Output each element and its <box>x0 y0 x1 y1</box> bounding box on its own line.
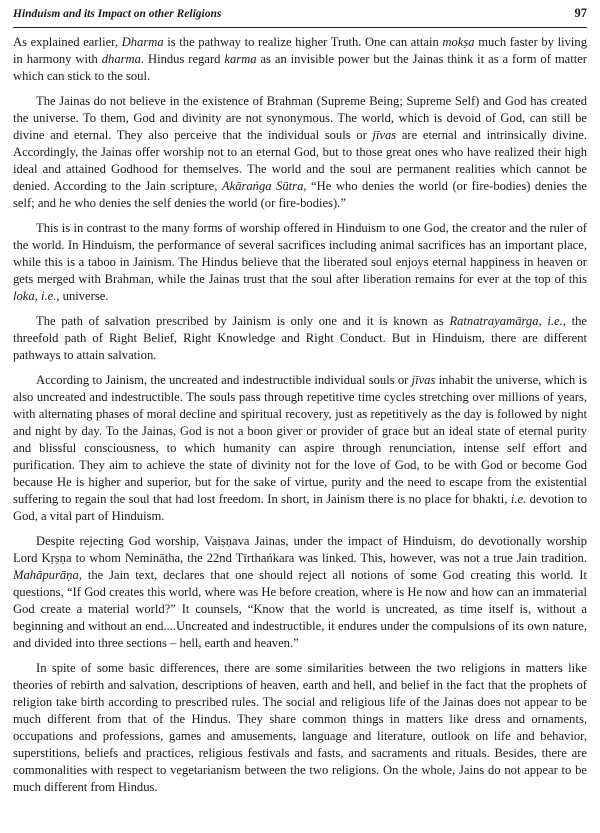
italic-term: Akārańga Sūtra <box>221 179 304 193</box>
text-run: devotion to God, a vital part of Hinduism. <box>13 492 587 523</box>
text-run: According to Jainism, the uncreated and indestructible individual souls or <box>36 373 412 387</box>
italic-term: dharma <box>101 52 141 66</box>
italic-term: i.e. <box>40 289 57 303</box>
text-run: The path of salvation prescribed by Jainism is only one and it is known as <box>36 314 450 328</box>
italic-term: loka <box>13 289 35 303</box>
italic-term: karma <box>224 52 257 66</box>
paragraph <box>13 372 587 525</box>
text-run: as an invisible power but the Jainas think it as a form of matter which can stick to the soul. <box>13 52 587 83</box>
paragraph <box>13 660 587 796</box>
text-run: are eternal and intrinsically divine. Accordingly, the Jainas offer worship not to an eternal God, but to those great ones who have realized their high ideal and attained Godhood for themselves. The world and the soul are permanent realities which cannot be denied. According to the Jain scripture, <box>13 128 587 193</box>
paragraph <box>13 220 587 305</box>
italic-term: i.e. <box>510 492 527 506</box>
paragraph <box>13 313 587 364</box>
italic-term: Mahāpurāṇa <box>13 568 79 582</box>
text-run: is the pathway to realize higher Truth. One can attain <box>163 35 443 49</box>
page-header <box>13 6 587 24</box>
italic-term: Dharma <box>121 35 164 49</box>
text-run: The Jainas do not believe in the existence of Brahman (Supreme Being; Supreme Self) and God has created the universe. To them, God and divinity are not synonymous. The world, which is devoid of God, can still be divine and eternal. They also perceive that the individual souls or <box>13 94 587 142</box>
paragraph <box>13 34 587 85</box>
italic-term: jīvas <box>411 373 436 387</box>
text-run: , the Jain text, declares that one should reject all notions of some God creating this world. It questions, “If God creates this world, where was He before creation, where is He now and how can an immaterial God create a material world?” It counsels, “Know that the world is uncreated, as time itself is, without a beginning and without an end....Uncreated and indestructible, it endures under the compulsions of its own nature, and divided into three sections – hell, earth and heaven.” <box>13 568 587 650</box>
italic-term: Ratnatrayamārga <box>449 314 539 328</box>
text-run: inhabit the universe, which is also uncreated and indestructible. The souls pass through repetitive time cycles stretching over millions of years, with alternating phases of moral decline and spiritual recovery, just as repetitively as the day is followed by night and night by day. To the Jainas, God is not a boon giver or provider of grace but an ideal state of eternal purity and blissful consciousness, to which humanity can aspire through renunciation, intense self effort and purification. They aim to achieve the state of divinity not for the love of God, to be with God or become God because He is higher and superior, but for the sake of virtue, purity and the need to escape from the existential suffering to regain the soul that had lost freedom. In short, in Jainism there is no place for bhakti, <box>13 373 587 506</box>
text-run: , universe. <box>56 289 109 303</box>
text-run: , <box>538 314 548 328</box>
italic-term: i.e. <box>547 314 563 328</box>
header-rule <box>13 27 587 28</box>
text-run: much faster by living in harmony with <box>13 35 587 66</box>
paragraph <box>13 93 587 212</box>
text-run: , <box>34 289 41 303</box>
running-title: Hinduism and its Impact on other Religions <box>13 8 222 20</box>
paragraph <box>13 533 587 652</box>
text-run: , “He who denies the world (or fire-bodies) denies the self; and he who denies the self denies the world (or fire-bodies).” <box>13 179 587 210</box>
italic-term: jīvas <box>372 128 397 142</box>
page-number: 97 <box>574 6 587 20</box>
text-run: Despite rejecting God worship, Vaiṣṇava Jainas, under the impact of Hinduism, do devotionally worship Lord Kṛṣṇa to whom Neminātha, the 22nd Tīrthańkara was linked. This, however, was not a true Jain tradition. <box>13 534 587 565</box>
text-run: , the threefold path of Right Belief, Right Knowledge and Right Conduct. But in Hinduism, there are different pathways to attain salvation. <box>13 314 587 362</box>
text-run: . Hindus regard <box>140 52 225 66</box>
text-run: As explained earlier, <box>13 35 122 49</box>
text-run: In spite of some basic differences, there are some similarities between the two religions in matters like theories of rebirth and salvation, descriptions of heaven, earth and hell, and belief in the fact that the prophets of religion take birth according to prescribed rules. The social and religious life of the Jainas does not appear to be much different from that of the Hindus. They share common things in matters like dress and ornaments, occupations and professions, games and amusements, language and literature, outlook on life and behavior, superstitions, beliefs and practices, religious festivals and fasts, and sacraments and rituals. Besides, there are commonalities with respect to vegetarianism between the two religions. On the whole, Jains do not appear to be much different from Hindus. <box>13 661 587 794</box>
italic-term: mokṣa <box>442 35 475 49</box>
body-text <box>13 34 587 796</box>
text-run: This is in contrast to the many forms of worship offered in Hinduism to one God, the creator and the ruler of the world. In Hinduism, the performance of several sacrifices including animal sacrifices has an important place, while this is a taboo in Jainism. The Hindus believe that the liberated soul enjoys eternal happiness in heaven or gets merged with Brahman, while the Jainas trust that the soul after liberation remains for ever at the top of this <box>13 221 587 286</box>
